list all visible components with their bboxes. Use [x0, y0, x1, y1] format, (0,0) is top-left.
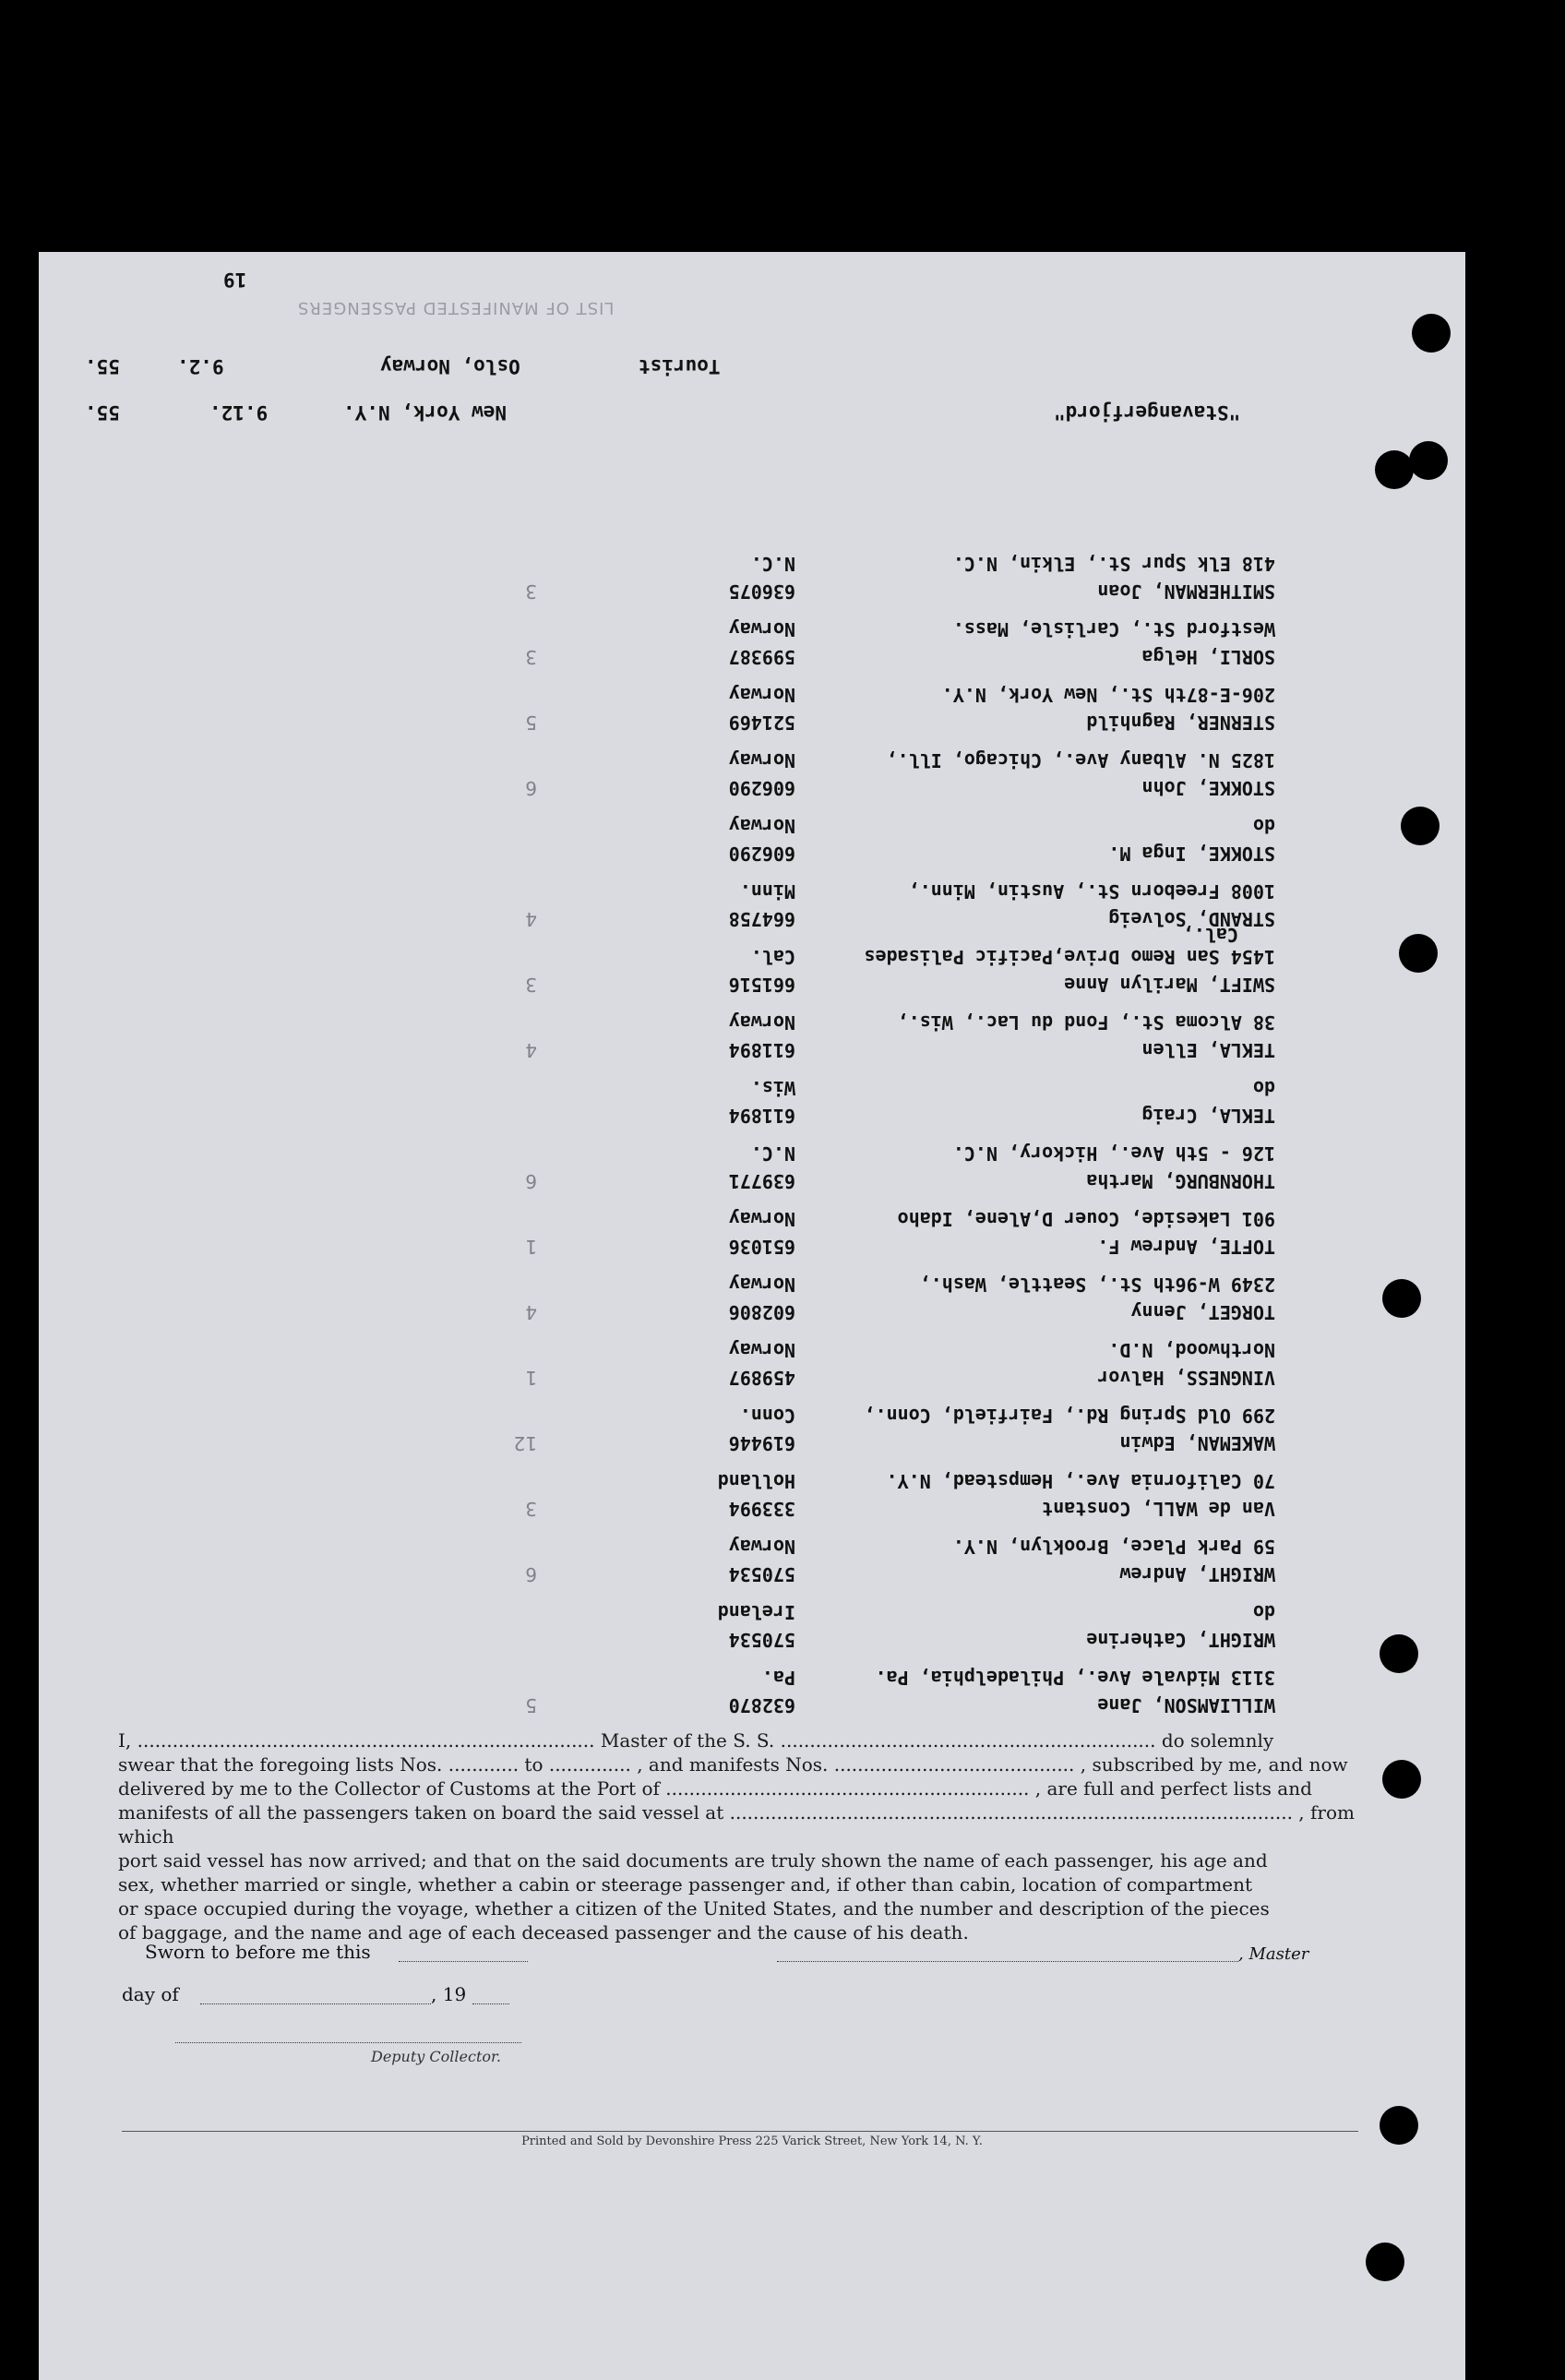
passenger-country: Norway: [728, 749, 795, 771]
passenger-name: TEKLA, Ellen: [1141, 1039, 1275, 1061]
passenger-country: Norway: [728, 684, 795, 706]
passenger-number: 639771: [728, 1170, 795, 1192]
passenger-entry: [445, 1137, 1275, 1192]
passenger-entry: [445, 1071, 1275, 1127]
passenger-name: WRIGHT, Andrew: [1119, 1563, 1275, 1585]
passenger-entry: [445, 875, 1275, 930]
master-label: , Master: [1238, 1944, 1309, 1964]
passenger-name: WILLIAMSON, Jane: [1097, 1694, 1275, 1716]
passenger-name: TORGET, Jenny: [1130, 1301, 1275, 1323]
passenger-number: 599387: [728, 646, 795, 668]
binder-hole: [1380, 1634, 1418, 1673]
passenger-number: 521469: [728, 712, 795, 734]
page-number: 19: [223, 269, 247, 291]
passenger-mark: 3: [525, 1498, 537, 1520]
deputy-signature-line: [175, 2042, 521, 2043]
passenger-entry: [445, 924, 1275, 996]
passenger-entry: [445, 678, 1275, 734]
passenger-address: do: [1252, 815, 1275, 837]
passenger-country: N.C.: [750, 1142, 795, 1165]
passenger-address: 70 California Ave., Hempstead, N.Y.: [886, 1470, 1275, 1492]
passenger-address: do: [1252, 1601, 1275, 1623]
passenger-country: Norway: [728, 1011, 795, 1034]
passenger-number: 619446: [728, 1432, 795, 1454]
header-day-1: 9.2.: [177, 355, 224, 377]
passenger-entry: [445, 1268, 1275, 1323]
passenger-address-line2: Cal.,: [1182, 924, 1238, 946]
declaration-line: delivered by me to the Collector of Customs at the Port of .............................................................. , are full and perfect lists and: [118, 1777, 1312, 1800]
passenger-number: 611894: [728, 1039, 795, 1061]
binder-hole: [1409, 441, 1448, 480]
passenger-entry: [445, 1465, 1275, 1520]
passenger-mark: 4: [525, 1301, 537, 1323]
passenger-name: WAKEMAN, Edwin: [1119, 1432, 1275, 1454]
passenger-number: 611894: [728, 1105, 795, 1127]
year-label: , 19: [431, 1983, 467, 2005]
year-line: [472, 2003, 509, 2004]
declaration-line: swear that the foregoing lists Nos. ............ to .............. , and manifests Nos. ......................................... , subscribed by me, and now: [118, 1753, 1348, 1776]
binder-hole: [1399, 934, 1438, 973]
passenger-entry: [445, 1530, 1275, 1585]
passenger-number: 632870: [728, 1694, 795, 1716]
passenger-address: 2349 W-96th St., Seattle, Wash.,: [919, 1274, 1275, 1296]
passenger-entry: [445, 1596, 1275, 1651]
manifest-sheet: [39, 252, 1465, 2380]
passenger-address: 1454 San Remo Drive,Pacific Palisades: [864, 946, 1275, 968]
passenger-mark: 6: [525, 1170, 537, 1192]
declaration-line: of baggage, and the name and age of each deceased passenger and the cause of his death.: [118, 1921, 969, 1943]
header-port-2: New York, N.Y.: [343, 401, 508, 424]
passenger-entry: [445, 547, 1275, 603]
passenger-address: 299 Old Spring Rd., Fairfield, Conn.,: [864, 1405, 1275, 1427]
passenger-number: 636075: [728, 580, 795, 603]
passenger-address: 418 Elk Spur St., Elkin, N.C.: [952, 553, 1275, 575]
binder-hole: [1380, 2106, 1418, 2145]
passenger-mark: 12: [513, 1432, 537, 1454]
passenger-country: Conn.: [739, 1405, 795, 1427]
passenger-country: Minn.: [739, 880, 795, 903]
header-port-1: Oslo, Norway: [380, 355, 520, 377]
passenger-address: do: [1252, 1077, 1275, 1099]
passenger-country: Norway: [728, 815, 795, 837]
passenger-country: Holland: [717, 1470, 795, 1492]
passenger-entry: [445, 1399, 1275, 1454]
passenger-number: 570534: [728, 1629, 795, 1651]
passenger-mark: 3: [525, 580, 537, 603]
passenger-address: Westford St., Carlisle, Mass.: [952, 618, 1275, 640]
passenger-entry: [445, 809, 1275, 865]
passenger-address: 38 Alcoma St., Fond du Lac., Wis.,: [897, 1011, 1275, 1034]
passenger-address: 59 Park Place, Brooklyn, N.Y.: [952, 1536, 1275, 1558]
passenger-name: THORNBURG, Martha: [1086, 1170, 1275, 1192]
binder-hole: [1382, 1760, 1421, 1799]
passenger-country: Norway: [728, 1339, 795, 1361]
passenger-entry: [445, 613, 1275, 668]
passenger-mark: 3: [525, 646, 537, 668]
passenger-entry: [445, 1661, 1275, 1716]
passenger-number: 459897: [728, 1367, 795, 1389]
passenger-country: Pa.: [761, 1667, 795, 1689]
passenger-number: 606290: [728, 843, 795, 865]
passenger-country: Norway: [728, 1274, 795, 1296]
passenger-number: 661516: [728, 974, 795, 996]
passenger-country: N.C.: [750, 553, 795, 575]
master-signature-line: [777, 1961, 1238, 1962]
passenger-mark: 6: [525, 777, 537, 799]
passenger-name: Van de WALL, Constant: [1042, 1498, 1275, 1520]
declaration-line: manifests of all the passengers taken on board the said vessel at ................................................................................................ , from which: [118, 1801, 1355, 1848]
passenger-number: 606290: [728, 777, 795, 799]
binder-hole: [1412, 314, 1451, 353]
passenger-country: Norway: [728, 618, 795, 640]
passenger-name: TOFTE, Andrew F.: [1097, 1236, 1275, 1258]
header-year-2: 55.: [85, 401, 120, 424]
passenger-address: Northwood, N.D.: [1108, 1339, 1275, 1361]
passenger-address: 126 - 5th Ave., Hickory, N.C.: [952, 1142, 1275, 1165]
passenger-entry: [445, 1006, 1275, 1061]
header-class: Tourist: [639, 355, 721, 377]
passenger-country: Cal.: [750, 946, 795, 968]
passenger-mark: 4: [525, 1039, 537, 1061]
passenger-number: 333994: [728, 1498, 795, 1520]
passenger-name: STOKKE, John: [1141, 777, 1275, 799]
header-ship: "Stavangerfjord": [1054, 401, 1241, 424]
passenger-name: SMITHERMAN, Joan: [1097, 580, 1275, 603]
passenger-entry: [445, 1334, 1275, 1389]
passenger-number: 570534: [728, 1563, 795, 1585]
passenger-mark: 6: [525, 1563, 537, 1585]
passenger-entry: [445, 1202, 1275, 1258]
binder-hole: [1366, 2242, 1404, 2281]
passenger-name: STOKKE, Inga M.: [1108, 843, 1275, 865]
passenger-name: STRAND, Solveig: [1108, 908, 1275, 930]
declaration-line: port said vessel has now arrived; and that on the said documents are truly shown the name of each passenger, his age and: [118, 1849, 1268, 1872]
passenger-mark: 1: [525, 1367, 537, 1389]
passenger-address: 3113 Midvale Ave., Philadelphia, Pa.: [875, 1667, 1275, 1689]
day-of-label: day of: [122, 1983, 179, 2005]
binder-hole: [1401, 807, 1440, 845]
declaration-line: sex, whether married or single, whether a cabin or steerage passenger and, if other than cabin, location of compartment: [118, 1873, 1253, 1896]
header-year-1: 55.: [85, 355, 120, 377]
passenger-mark: 4: [525, 908, 537, 930]
passenger-address: 1008 Freeborn St., Austin, Minn.,: [908, 880, 1275, 903]
passenger-address: 1825 N. Albany Ave., Chicago, Ill.,: [886, 749, 1275, 771]
binder-hole: [1382, 1279, 1421, 1318]
printer-credit: Printed and Sold by Devonshire Press 225 Varick Street, New York 14, N. Y.: [521, 2135, 983, 2148]
binder-hole: [1375, 450, 1414, 489]
deputy-label: Deputy Collector.: [371, 2048, 501, 2065]
declaration-line: I, .............................................................................. Master of the S. S. ................................................................ do solemnly: [118, 1729, 1274, 1752]
passenger-number: 664758: [728, 908, 795, 930]
passenger-country: Wis.: [750, 1077, 795, 1099]
passenger-mark: 5: [525, 1694, 537, 1716]
passenger-name: STERNER, Ragnhild: [1086, 712, 1275, 734]
faint-title: LIST OF MANIFESTED PASSENGERS: [297, 298, 615, 317]
passenger-mark: 1: [525, 1236, 537, 1258]
passenger-number: 651036: [728, 1236, 795, 1258]
footer-rule: [122, 2131, 1358, 2132]
passenger-country: Ireland: [717, 1601, 795, 1623]
passenger-name: SORLI, Helga: [1141, 646, 1275, 668]
sworn-date-line: [399, 1961, 528, 1962]
passenger-address: 901 Lakeside, Couer D,Alene, Idaho: [897, 1208, 1275, 1230]
sworn-label: Sworn to before me this: [145, 1941, 371, 1963]
passenger-entry: [445, 744, 1275, 799]
passenger-country: Norway: [728, 1536, 795, 1558]
passenger-number: 602806: [728, 1301, 795, 1323]
passenger-country: Norway: [728, 1208, 795, 1230]
month-line: [200, 2003, 431, 2004]
passenger-address: 206-E-87th St., New York, N.Y.: [941, 684, 1275, 706]
passenger-mark: 5: [525, 712, 537, 734]
declaration: [118, 1728, 1355, 1944]
passenger-name: WRIGHT, Catherine: [1086, 1629, 1275, 1651]
declaration-line: or space occupied during the voyage, whether a citizen of the United States, and the number and description of the pieces: [118, 1897, 1270, 1920]
passenger-mark: 3: [525, 974, 537, 996]
passenger-name: TEKLA, Craig: [1141, 1105, 1275, 1127]
passenger-name: VINGNESS, Halvor: [1097, 1367, 1275, 1389]
passenger-name: SWIFT, Marilyn Anne: [1064, 974, 1275, 996]
header-day-2: 9.12.: [209, 401, 269, 424]
